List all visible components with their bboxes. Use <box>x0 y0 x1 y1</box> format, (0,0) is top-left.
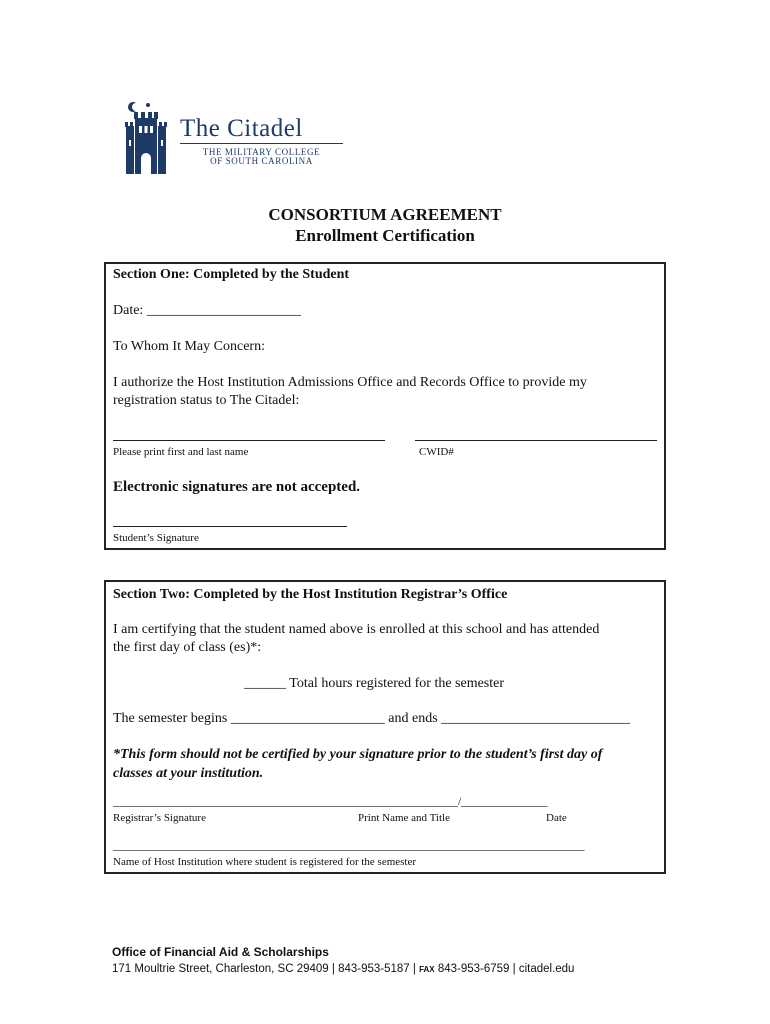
date-field[interactable]: Date: ______________________ <box>113 303 301 318</box>
salutation: To Whom It May Concern: <box>113 339 265 354</box>
form-title: CONSORTIUM AGREEMENT <box>268 205 502 224</box>
logo-subtitle <box>180 148 343 166</box>
logo-subtitle-line-2: OF SOUTH CAROLINA <box>210 156 313 166</box>
total-hours-field[interactable]: ______ Total hours registered for the semester <box>244 676 505 691</box>
authorization-text-2: registration status to The Citadel: <box>113 393 300 408</box>
address-text: 171 Moultrie Street, Charleston, SC 29409 | 843-953-5187 | <box>112 963 420 975</box>
host-institution-label: Name of Host Institution where student is registered for the semester <box>113 856 417 868</box>
cwid-label: CWID# <box>419 446 454 458</box>
host-institution-line[interactable]: __________________________________________________________________________________ <box>113 840 585 852</box>
name-label: Please print first and last name <box>113 446 249 458</box>
citadel-logo <box>122 100 170 181</box>
registrar-signature-line[interactable]: ____________________________________________________________/_______________ <box>113 796 548 808</box>
section-one-heading: Section One: Completed by the Student <box>113 267 350 282</box>
logo-divider <box>180 143 343 144</box>
student-name-field[interactable] <box>113 440 385 441</box>
certify-text-1: I am certifying that the student named above is enrolled at this school and has attended <box>113 622 600 637</box>
logo-subtitle-line-1: THE MILITARY COLLEGE <box>202 147 321 157</box>
cwid-field[interactable] <box>415 440 657 441</box>
office-address <box>112 963 574 975</box>
semester-dates-field[interactable]: The semester begins ______________________ and ends ___________________________ <box>113 711 631 726</box>
office-name: Office of Financial Aid & Scholarships <box>112 945 329 959</box>
fax-label: FAX <box>419 965 435 974</box>
warning-text-2: classes at your institution. <box>113 766 264 781</box>
form-subtitle: Enrollment Certification <box>295 226 475 245</box>
date-label: Date <box>546 812 567 824</box>
fax-and-website: 843-953-6759 | citadel.edu <box>434 963 575 975</box>
certify-text-2: the first day of class (es)*: <box>113 640 262 655</box>
authorization-text-1: I authorize the Host Institution Admissions Office and Records Office to provide my <box>113 375 587 390</box>
electronic-signature-note: Electronic signatures are not accepted. <box>113 479 361 495</box>
print-name-label: Print Name and Title <box>358 812 450 824</box>
citadel-tower-icon <box>122 100 170 176</box>
student-signature-field[interactable] <box>113 526 347 527</box>
logo-wordmark: The Citadel <box>180 115 303 142</box>
student-signature-label: Student’s Signature <box>113 532 199 544</box>
registrar-signature-label: Registrar’s Signature <box>113 812 206 824</box>
warning-text-1: *This form should not be certified by your signature prior to the student’s first day of <box>113 747 603 762</box>
section-two-heading: Section Two: Completed by the Host Institution Registrar’s Office <box>113 587 508 602</box>
